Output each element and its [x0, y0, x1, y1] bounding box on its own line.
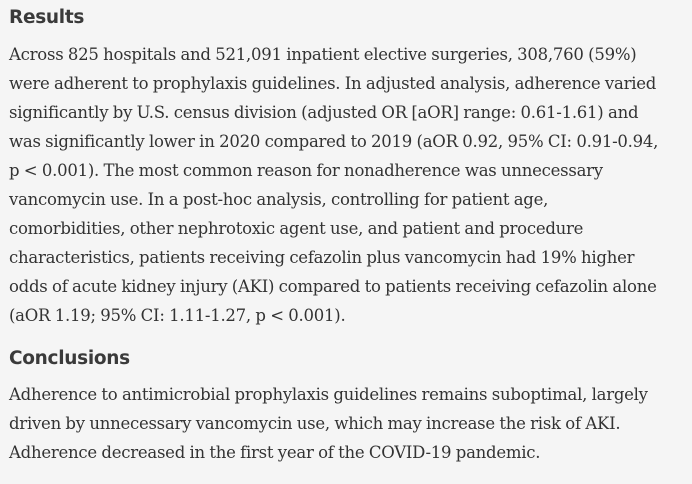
results-line: p < 0.001). The most common reason for nonadherence was unnecessary: [9, 161, 603, 180]
conclusions-heading: Conclusions: [9, 348, 130, 369]
results-paragraph: [9, 40, 684, 330]
results-line: characteristics, patients receiving cefazolin plus vancomycin had 19% higher: [9, 248, 635, 267]
results-line: were adherent to prophylaxis guidelines. In adjusted analysis, adherence varied: [9, 74, 657, 93]
results-line: was significantly lower in 2020 compared to 2019 (aOR 0.92, 95% CI: 0.91-0.94,: [9, 132, 659, 151]
results-line: vancomycin use. In a post-hoc analysis, controlling for patient age,: [9, 190, 549, 209]
results-line: (aOR 1.19; 95% CI: 1.11-1.27, p < 0.001).: [9, 306, 346, 325]
results-line: Across 825 hospitals and 521,091 inpatient elective surgeries, 308,760 (59%): [9, 45, 637, 64]
conclusions-paragraph: [9, 380, 684, 467]
results-line: significantly by U.S. census division (adjusted OR [aOR] range: 0.61-1.61) and: [9, 103, 639, 122]
results-line: comorbidities, other nephrotoxic agent use, and patient and procedure: [9, 219, 584, 238]
conclusions-line: Adherence to antimicrobial prophylaxis guidelines remains suboptimal, largely: [9, 385, 648, 404]
results-line: odds of acute kidney injury (AKI) compared to patients receiving cefazolin alone: [9, 277, 657, 296]
conclusions-line: Adherence decreased in the first year of the COVID-19 pandemic.: [9, 443, 541, 462]
results-heading: Results: [9, 7, 85, 28]
conclusions-line: driven by unnecessary vancomycin use, which may increase the risk of AKI.: [9, 414, 621, 433]
